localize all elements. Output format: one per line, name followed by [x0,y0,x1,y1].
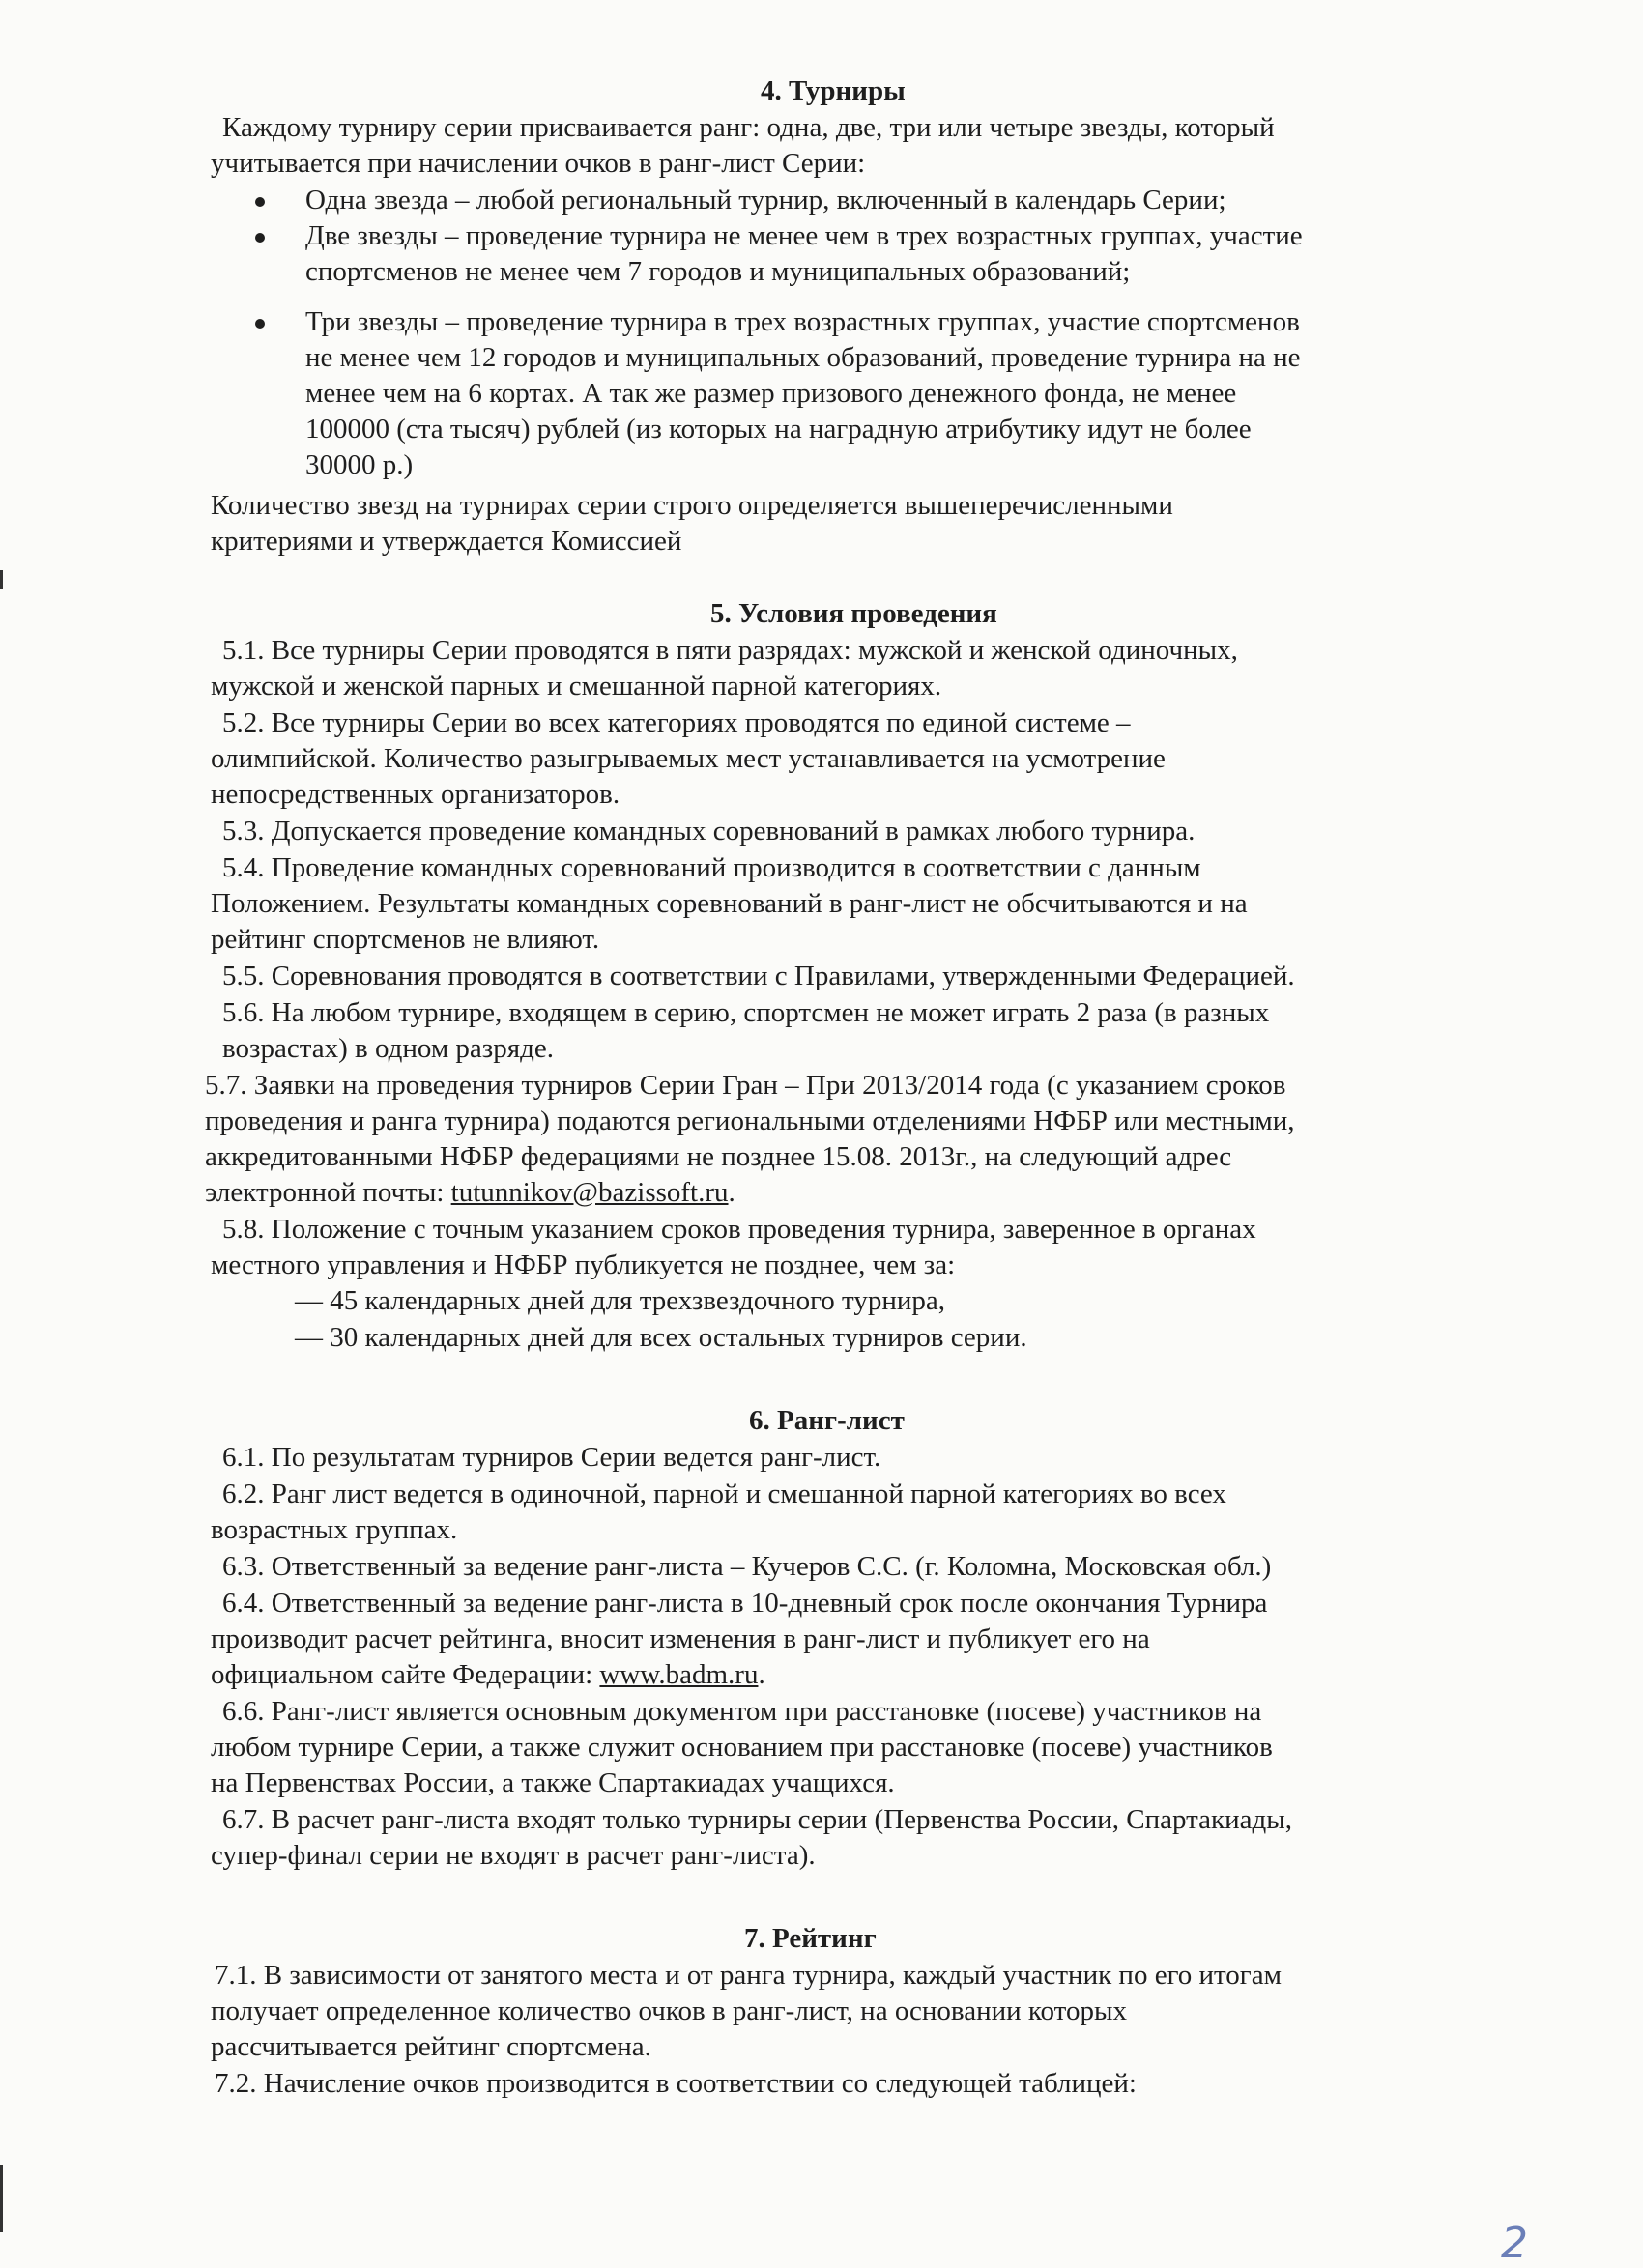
sec5-line: местного управления и НФБР публикуется не позднее, чем за: [211,1249,956,1280]
sec4-outro-line1: Количество звезд на турнирах серии строго определяется вышеперечисленными [211,490,1173,521]
sec6-site-line [211,1657,765,1693]
section-4-title: 4. Турниры [761,75,906,106]
sec5-line: 5.2. Все турниры Серии во всех категориях проводятся по единой системе – [222,707,1131,738]
sec6-line: 6.1. По результатам турниров Серии ведется ранг-лист. [222,1442,881,1473]
sec6-line: на Первенствах России, а также Спартакиадах учащихся. [211,1767,895,1798]
sec6-line: любом турнире Серии, а также служит основанием при расстановке (посеве) участников [211,1732,1273,1763]
sec4-bullet3-line4: 100000 (ста тысяч) рублей (из которых на наградную атрибутику идут не более [305,414,1252,445]
sec7-line: 7.2. Начисление очков производится в соответствии со следующей таблицей: [215,2068,1137,2099]
sec6-line: возрастных группах. [211,1514,458,1545]
bullet-icon [255,233,265,243]
sec5-line: 5.6. На любом турнире, входящем в серию, спортсмен не может играть 2 раза (в разных [222,997,1270,1028]
sec4-bullet1: Одна звезда – любой региональный турнир, включенный в календарь Серии; [305,185,1226,215]
sec6-line: супер-финал серии не входят в расчет ранг-листа). [211,1840,816,1871]
email-label: электронной почты: [205,1177,451,1208]
sec4-bullet3-line2: не менее чем 12 городов и муниципальных образований, проведение турнира на не [305,342,1301,373]
sec5-line: 5.3. Допускается проведение командных соревнований в рамках любого турнира. [222,816,1196,847]
site-link[interactable]: www.badm.ru [599,1659,759,1690]
bullet-icon [255,197,265,207]
sec5-line: возрастах) в одном разряде. [222,1033,554,1064]
sec4-bullet2-line1: Две звезды – проведение турнира не менее чем в трех возрастных группах, участие [305,220,1303,251]
sec4-intro-line1: Каждому турниру серии присваивается ранг: одна, две, три или четыре звезды, который [222,112,1275,143]
sec6-line: 6.2. Ранг лист ведется в одиночной, парной и смешанной парной категориях во всех [222,1479,1226,1509]
sec5-line: 5.8. Положение с точным указанием сроков проведения турнира, заверенное в органах [222,1214,1256,1245]
sec5-dash-item: — 30 календарных дней для всех остальных турниров серии. [295,1322,1027,1353]
sec5-line: 5.4. Проведение командных соревнований производится в соответствии с данным [222,852,1201,883]
sec7-line: рассчитывается рейтинг спортсмена. [211,2031,651,2062]
sec5-line: 5.1. Все турниры Серии проводятся в пяти разрядах: мужской и женской одиночных, [222,635,1238,666]
sec6-line: 6.7. В расчет ранг-листа входят только турниры серии (Первенства России, Спартакиады, [222,1804,1293,1835]
sec4-outro-line2: критериями и утверждается Комиссией [211,526,682,557]
section-6-title: 6. Ранг-лист [749,1405,905,1436]
scan-edge-mark [0,2165,3,2232]
sec5-line: Положением. Результаты командных соревнований в ранг-лист не обсчитываются и на [211,888,1248,919]
sec4-bullet3-line3: менее чем на 6 кортах. А так же размер призового денежного фонда, не менее [305,378,1237,409]
section-5-title: 5. Условия проведения [710,598,997,629]
scan-edge-mark [0,570,3,589]
sec6-line: 6.4. Ответственный за ведение ранг-листа в 10-дневный срок после окончания Турнира [222,1588,1268,1619]
sec5-line: непосредственных организаторов. [211,779,620,810]
sec5-email-line [205,1175,735,1211]
site-period: . [758,1659,765,1690]
sec5-dash-item: — 45 календарных дней для трехзвездочного турнира, [295,1285,946,1316]
sec5-line: рейтинг спортсменов не влияют. [211,924,600,955]
sec4-bullet3-line1: Три звезды – проведение турнира в трех возрастных группах, участие спортсменов [305,306,1300,337]
site-label: официальном сайте Федерации: [211,1659,600,1690]
section-7-title: 7. Рейтинг [744,1923,877,1954]
sec5-line: аккредитованными НФБР федерациями не позднее 15.08. 2013г., на следующий адрес [205,1141,1232,1172]
page-number: 2 [1501,2219,1528,2268]
sec5-line: 5.5. Соревнования проводятся в соответствии с Правилами, утвержденными Федерацией. [222,961,1295,991]
sec6-line: производит расчет рейтинга, вносит изменения в ранг-лист и публикует его на [211,1623,1150,1654]
sec4-bullet2-line2: спортсменов не менее чем 7 городов и муниципальных образований; [305,256,1131,287]
sec4-intro-line2: учитывается при начислении очков в ранг-лист Серии: [211,148,866,179]
sec7-line: получает определенное количество очков в ранг-лист, на основании которых [211,1995,1127,2026]
sec5-line: проведения и ранга турнира) подаются региональными отделениями НФБР или местными, [205,1105,1295,1136]
bullet-icon [255,319,265,329]
sec5-line: олимпийской. Количество разыгрываемых мест устанавливается на усмотрение [211,743,1166,774]
email-link[interactable]: tutunnikov@bazissoft.ru [450,1177,729,1208]
sec6-line: 6.6. Ранг-лист является основным документом при расстановке (посеве) участников на [222,1696,1262,1727]
email-period: . [728,1177,735,1208]
sec6-line: 6.3. Ответственный за ведение ранг-листа – Кучеров С.С. (г. Коломна, Московская обл.) [222,1551,1272,1582]
sec7-line: 7.1. В зависимости от занятого места и от ранга турнира, каждый участник по его итогам [215,1960,1282,1991]
sec4-bullet3-line5: 30000 р.) [305,449,414,480]
sec5-line: мужской и женской парных и смешанной парной категориях. [211,671,942,702]
sec5-line: 5.7. Заявки на проведения турниров Серии Гран – При 2013/2014 года (с указанием сроков [205,1070,1286,1101]
